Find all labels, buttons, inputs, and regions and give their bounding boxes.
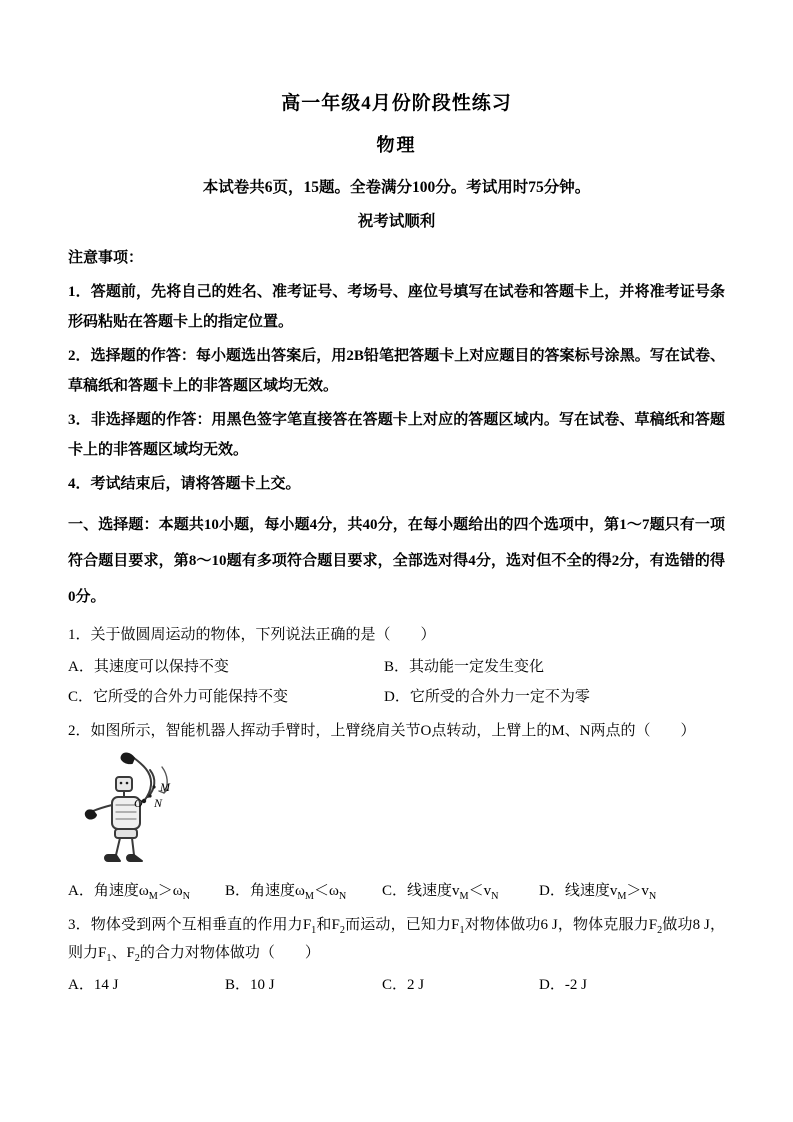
figure-label-M: M [160,780,170,794]
section1-header: 一、选择题：本题共10小题，每小题4分，共40分，在每小题给出的四个选项中，第1～7题只有一项符合题目要求，第8～10题有多项符合题目要求，全部选对得4分，选对但不全的得2分，有选错的得0分。 [68,517,725,605]
figure-label-N: N [154,796,163,810]
question-3-option-a: A．14 J [68,977,119,993]
robot-figure-image [82,749,202,871]
notice-item-1: 1．答题前，先将自己的姓名、准考证号、考场号、座位号填写在试卷和答题卡上，并将准考证号条形码粘贴在答题卡上的指定位置。 [68,284,725,330]
notice-item-2: 2．选择题的作答：每小题选出答案后，用2B铅笔把答题卡上对应题目的答案标号涂黑。写在试卷、草稿纸和答题卡上的非答题区域均无效。 [68,348,725,394]
question-3-option-b: B．10 J [225,977,275,993]
paper-info-line: 本试卷共6页，15题。全卷满分100分。考试用时75分钟。 [202,179,591,196]
question-2-stem: 2．如图所示，智能机器人挥动手臂时，上臂绕肩关节O点转动，上臂上的M、N两点的（ ） [68,723,696,739]
question-1-options-row-2 [68,683,725,711]
question-2-option-c: C．线速度$v_M<v_N$ [382,883,499,902]
question-1-stem: 1．关于做圆周运动的物体，下列说法正确的是（ ） [68,627,436,643]
question-3-options-row [68,971,725,999]
paper-subject: 物理 [376,135,417,155]
figure-label-O: O [134,796,143,810]
question-1-option-b: B．其动能一定发生变化 [384,659,545,675]
question-1-option-c: C．它所受的合外力可能保持不变 [68,689,289,705]
question-3-option-d: D．-2 J [539,977,587,993]
notice-header: 注意事项： [68,250,144,266]
notice-item-4: 4．考试结束后，请将答题卡上交。 [68,476,301,492]
question-2-option-b: B．角速度$\omega_M<\omega_N$ [225,883,347,902]
question-2-option-d: D．线速度$v_M>v_N$ [539,883,657,902]
paper-wish-line: 祝考试顺利 [357,213,436,230]
question-2-figure [82,749,202,871]
question-3-option-c: C．2 J [382,977,425,993]
question-2-options-row [68,877,725,905]
question-1-option-d: D．它所受的合外力一定不为零 [384,689,590,705]
notice-item-3: 3．非选择题的作答：用黑色签字笔直接答在答题卡上对应的答题区域内。写在试卷、草稿纸和答题卡上的非答题区域均无效。 [68,412,725,458]
question-1-options-row-1 [68,653,725,681]
question-1-option-a: A．其速度可以保持不变 [68,659,229,675]
question-3-stem: 3．物体受到两个互相垂直的作用力$F_1$和$F_2$而运动，已知力$F_1$对物体做功6 J，物体克服力$F_2$做功8 J，则力$F_1$、$F_2$的合力对物体做功（ ） [68,917,725,964]
question-2-option-a: A．角速度$\omega_M>\omega_N$ [68,883,191,902]
paper-title: 高一年级4月份阶段性练习 [281,93,512,114]
